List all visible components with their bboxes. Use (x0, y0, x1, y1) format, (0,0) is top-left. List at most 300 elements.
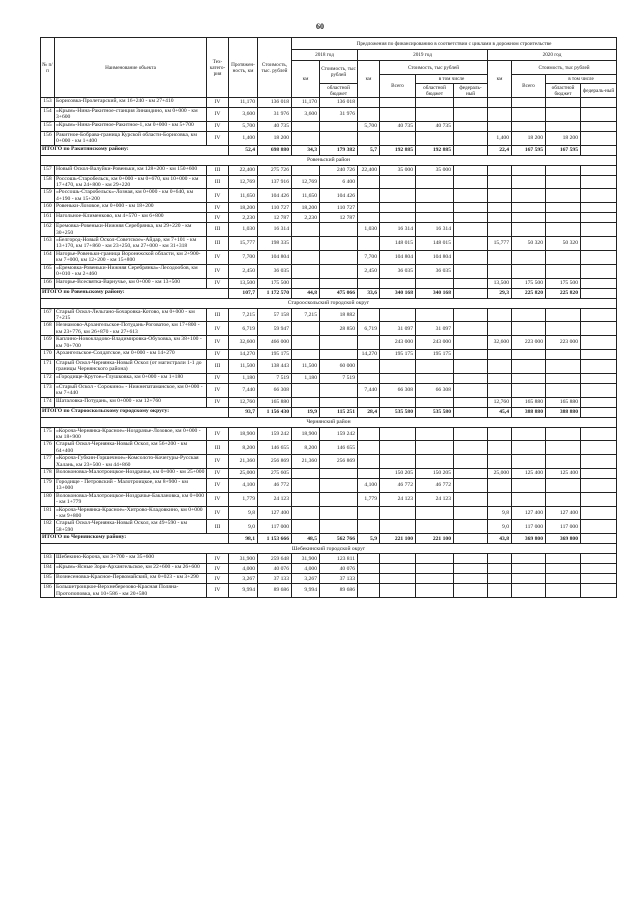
total-row (41, 534, 617, 544)
total-cell-f19 (454, 145, 488, 155)
cell-f19 (454, 492, 488, 506)
cell-t19 (380, 203, 416, 213)
cell-km18 (292, 336, 320, 350)
cell-cost: 104 426 (258, 189, 292, 203)
total-cell-t19: 221 100 (380, 534, 416, 544)
row-number: 165 (41, 264, 55, 278)
cell-len: 7,215 (229, 308, 258, 322)
category-cell: IV (207, 213, 229, 223)
cell-f19 (454, 584, 488, 598)
cell-km20 (488, 175, 512, 189)
cell-c18 (320, 397, 358, 407)
cell-r19 (416, 564, 454, 574)
cell-km18: 9,994 (292, 584, 320, 598)
total-cell-cost: 1 172 570 (258, 288, 292, 298)
cell-cost: 40 076 (258, 564, 292, 574)
cell-len: 12,769 (229, 175, 258, 189)
cell-len: 31,900 (229, 554, 258, 564)
cell-len: 9,0 (229, 520, 258, 534)
cell-t19 (380, 574, 416, 584)
table-row (41, 175, 617, 189)
cell-cost: 256 869 (258, 455, 292, 469)
total-cell-len: 107,7 (229, 288, 258, 298)
cell-r19 (416, 213, 454, 223)
header-federal-2020: федераль-ный (581, 84, 617, 98)
cell-r20 (546, 308, 581, 322)
cell-km19 (358, 308, 380, 322)
cell-km18 (292, 506, 320, 520)
cell-r19: 46 772 (416, 479, 454, 493)
table-row (41, 322, 617, 336)
category-cell: IV (207, 108, 229, 122)
table-row (41, 479, 617, 493)
cell-km20 (488, 308, 512, 322)
cell-t20 (512, 213, 546, 223)
cell-km19 (358, 554, 380, 564)
cell-t20 (512, 322, 546, 336)
cell-cost: 104 804 (258, 250, 292, 264)
category-cell: IV (207, 278, 229, 288)
table-row (41, 554, 617, 564)
table-row (41, 349, 617, 359)
table-row (41, 455, 617, 469)
cell-len: 14,270 (229, 349, 258, 359)
category-cell: IV (207, 574, 229, 584)
cell-len: 1,400 (229, 131, 258, 145)
cell-cost: 16 314 (258, 223, 292, 237)
total-cell-len: 52,4 (229, 145, 258, 155)
cell-km19: 7,700 (358, 250, 380, 264)
row-number: 167 (41, 308, 55, 322)
cell-km18: 11,650 (292, 189, 320, 203)
section-title: Ровеньский район (41, 155, 617, 165)
object-name: «Старый Оскол - Сорокино» - Нижнепатаманское, км 0+000 - км 7+440 (55, 383, 207, 397)
cell-r19 (416, 98, 454, 108)
table-row (41, 441, 617, 455)
category-cell: IV (207, 98, 229, 108)
cell-t20 (512, 492, 546, 506)
cell-cost: 175 500 (258, 278, 292, 288)
total-cell-km18: 34,3 (292, 145, 320, 155)
category-cell: IV (207, 564, 229, 574)
table-row (41, 250, 617, 264)
header-km-2019: км (358, 61, 380, 98)
object-name: Вознесеновка-Красное-Первомайский, км 0+023 - км 3+290 (55, 574, 207, 584)
cell-t20: 127 400 (512, 506, 546, 520)
header-category: Тех-катего-рия (207, 38, 229, 98)
row-number: 161 (41, 213, 55, 223)
cell-f19 (454, 322, 488, 336)
cell-km18 (292, 121, 320, 131)
cell-t19 (380, 584, 416, 598)
cell-f20 (581, 322, 617, 336)
cell-f19 (454, 397, 488, 407)
cell-c18: 146 655 (320, 441, 358, 455)
cell-c18 (320, 336, 358, 350)
cell-t19 (380, 455, 416, 469)
cell-cost: 198 335 (258, 237, 292, 251)
cell-t20 (512, 250, 546, 264)
cell-len: 18,900 (229, 427, 258, 441)
cell-km19 (358, 175, 380, 189)
cell-t19 (380, 554, 416, 564)
cell-km20 (488, 479, 512, 493)
row-number: 156 (41, 131, 55, 145)
cell-cost: 7 519 (258, 373, 292, 383)
header-km-2020: км (488, 61, 512, 98)
total-cell-r19: 535 580 (416, 407, 454, 417)
category-cell: III (207, 223, 229, 237)
cell-km19: 2,450 (358, 264, 380, 278)
header-including-2019: в том числе (416, 75, 488, 84)
cell-km20 (488, 373, 512, 383)
cell-cost: 117 000 (258, 520, 292, 534)
cell-f20 (581, 131, 617, 145)
cell-km18: 3,267 (292, 574, 320, 584)
row-number: 179 (41, 479, 55, 493)
cell-f19 (454, 574, 488, 584)
table-row (41, 278, 617, 288)
category-cell: III (207, 441, 229, 455)
cell-f20 (581, 349, 617, 359)
cell-km19 (358, 469, 380, 479)
cell-km18: 31,900 (292, 554, 320, 564)
cell-r20 (546, 383, 581, 397)
cell-t19 (380, 373, 416, 383)
category-cell: III (207, 175, 229, 189)
cell-f19 (454, 250, 488, 264)
row-number: 186 (41, 584, 55, 598)
cell-km18 (292, 223, 320, 237)
cell-c18: 89 686 (320, 584, 358, 598)
cell-len: 22,400 (229, 165, 258, 175)
cell-f20 (581, 108, 617, 122)
header-funding: Предложения по финансированию в соответствии с циклами в дорожном строительстве (292, 38, 617, 50)
header-regional-2019: областной бюджет (416, 84, 454, 98)
cell-cost: 259 648 (258, 554, 292, 564)
row-number: 184 (41, 564, 55, 574)
total-label: ИТОГО по Ровеньскому району: (41, 288, 229, 298)
cell-c18: 6 400 (320, 175, 358, 189)
object-name: «Крым»-Нина-Ракитное-станция Зинаидино, км 0+000 - км 3+600 (55, 108, 207, 122)
cell-t19 (380, 175, 416, 189)
table-row (41, 359, 617, 373)
cell-r19 (416, 520, 454, 534)
cell-t19 (380, 564, 416, 574)
cell-f19 (454, 203, 488, 213)
cell-cost: 12 787 (258, 213, 292, 223)
table-row (41, 336, 617, 350)
total-cell-km19: 5,9 (358, 534, 380, 544)
cell-r19 (416, 189, 454, 203)
cell-km20 (488, 584, 512, 598)
object-name: Волоконовка-Малотроицкое-Ноздрачье, км 0+000 - км 25+000 (55, 469, 207, 479)
total-cell-f19 (454, 534, 488, 544)
row-number: 169 (41, 336, 55, 350)
category-cell: IV (207, 427, 229, 441)
cell-t20 (512, 223, 546, 237)
cell-t20 (512, 383, 546, 397)
cell-f19 (454, 441, 488, 455)
total-cell-t20: 388 880 (512, 407, 546, 417)
header-regional-2018: областной бюджет (320, 84, 358, 98)
object-name: Борисовка-Пролетарский, км 16+240 - км 27+410 (55, 98, 207, 108)
total-cell-km19: 5,7 (358, 145, 380, 155)
cell-t20 (512, 554, 546, 564)
cell-len: 1,779 (229, 492, 258, 506)
cell-cost: 31 976 (258, 108, 292, 122)
cell-cost: 57 158 (258, 308, 292, 322)
cell-cost: 275 726 (258, 165, 292, 175)
cell-f20 (581, 506, 617, 520)
section-title: Старооскольский городской округ (41, 298, 617, 308)
total-cell-km19: 33,6 (358, 288, 380, 298)
category-cell: III (207, 520, 229, 534)
category-cell: IV (207, 131, 229, 145)
cell-r20 (546, 165, 581, 175)
funding-table (40, 37, 617, 598)
cell-r19: 66 308 (416, 383, 454, 397)
category-cell: IV (207, 264, 229, 278)
header-total-2020: Всего (512, 75, 546, 98)
cell-f19 (454, 189, 488, 203)
object-name: Архангельское-Солдатское, км 0+000 - км 14+270 (55, 349, 207, 359)
header-cost-2020: Стоимость, тыс рублей (512, 61, 617, 75)
cell-km18 (292, 237, 320, 251)
cell-cost: 165 880 (258, 397, 292, 407)
cell-km20: 1,400 (488, 131, 512, 145)
cell-t19 (380, 308, 416, 322)
row-number: 173 (41, 383, 55, 397)
header-regional-2020: областной бюджет (546, 84, 581, 98)
total-cell-cost: 698 880 (258, 145, 292, 155)
cell-r19 (416, 455, 454, 469)
total-cell-len: 98,1 (229, 534, 258, 544)
cell-len: 7,440 (229, 383, 258, 397)
cell-len: 4,000 (229, 564, 258, 574)
category-cell: III (207, 165, 229, 175)
total-cell-c18: 475 066 (320, 288, 358, 298)
table-row (41, 574, 617, 584)
cell-c18 (320, 237, 358, 251)
cell-km18 (292, 165, 320, 175)
object-name: Волоконовка-Малотроицкое-Ноздрачье-Баклановка, км 0+000 - км 1+779 (55, 492, 207, 506)
cell-r19: 148 015 (416, 237, 454, 251)
category-cell: IV (207, 121, 229, 131)
table-row (41, 121, 617, 131)
category-cell: III (207, 359, 229, 373)
row-number: 153 (41, 98, 55, 108)
cell-f20 (581, 574, 617, 584)
cell-r19 (416, 441, 454, 455)
cell-km18 (292, 397, 320, 407)
cell-km19: 1,030 (358, 223, 380, 237)
cell-r19 (416, 427, 454, 441)
row-number: 171 (41, 359, 55, 373)
cell-t19: 46 772 (380, 479, 416, 493)
object-name: «Городище-Крутое»-Глушковка, км 0+000 - км 1+180 (55, 373, 207, 383)
cell-t20 (512, 584, 546, 598)
cell-r20 (546, 427, 581, 441)
cell-km20: 25,000 (488, 469, 512, 479)
cell-km20 (488, 427, 512, 441)
cell-km19 (358, 131, 380, 145)
cell-r20 (546, 121, 581, 131)
cell-c18 (320, 492, 358, 506)
row-number: 170 (41, 349, 55, 359)
cell-r19: 104 804 (416, 250, 454, 264)
cell-r20: 165 880 (546, 397, 581, 407)
cell-f20 (581, 237, 617, 251)
cell-t19: 243 000 (380, 336, 416, 350)
cell-t19: 40 735 (380, 121, 416, 131)
row-number: 178 (41, 469, 55, 479)
cell-r20 (546, 203, 581, 213)
cell-km18 (292, 131, 320, 145)
total-cell-cost: 1 156 430 (258, 407, 292, 417)
cell-km18: 21,360 (292, 455, 320, 469)
total-cell-r20: 225 820 (546, 288, 581, 298)
table-row (41, 584, 617, 598)
table-row (41, 98, 617, 108)
object-name: Старый Оскол-Чернянка-Новый Оскол (от магистрали 1-1 до границы Чернянского района) (55, 359, 207, 373)
cell-c18 (320, 349, 358, 359)
cell-f20 (581, 189, 617, 203)
cell-r20 (546, 213, 581, 223)
cell-f20 (581, 175, 617, 189)
cell-r20 (546, 564, 581, 574)
table-row (41, 189, 617, 203)
row-number: 181 (41, 506, 55, 520)
object-name: «Крым»-Ясные Зори-Архангельское, км 22+600 - км 26+600 (55, 564, 207, 574)
cell-km20 (488, 203, 512, 213)
cell-t19 (380, 98, 416, 108)
cell-f20 (581, 250, 617, 264)
cell-f20 (581, 278, 617, 288)
header-year-2019: 2019 год (358, 50, 488, 61)
cell-t20 (512, 455, 546, 469)
cell-c18: 240 726 (320, 165, 358, 175)
cell-len: 11,170 (229, 98, 258, 108)
table-row (41, 492, 617, 506)
row-number: 166 (41, 278, 55, 288)
object-name: «Короча-Губкин-Горшечное»-Комсолото-Кочегуры-Русская Халань, км 23+500 - км 44+860 (55, 455, 207, 469)
cell-len: 25,000 (229, 469, 258, 479)
category-cell: IV (207, 336, 229, 350)
cell-km20: 13,500 (488, 278, 512, 288)
cell-f19 (454, 349, 488, 359)
cell-t20 (512, 121, 546, 131)
object-name: Новый Оскол-Валуйки-Ровеньки, км 128+200 - км 150+600 (55, 165, 207, 175)
cell-km19: 6,719 (358, 322, 380, 336)
cell-cost: 195 175 (258, 349, 292, 359)
row-number: 176 (41, 441, 55, 455)
cell-len: 5,700 (229, 121, 258, 131)
cell-f19 (454, 131, 488, 145)
cell-km19: 14,270 (358, 349, 380, 359)
total-cell-km20: 29,3 (488, 288, 512, 298)
cell-t19 (380, 131, 416, 145)
cell-r19 (416, 373, 454, 383)
cell-km19 (358, 359, 380, 373)
total-cell-km18: 44,8 (292, 288, 320, 298)
cell-f20 (581, 520, 617, 534)
cell-km19 (358, 373, 380, 383)
cell-t20 (512, 373, 546, 383)
cell-f20 (581, 479, 617, 493)
cell-km19: 4,100 (358, 479, 380, 493)
cell-km20 (488, 574, 512, 584)
total-cell-km20: 22,4 (488, 145, 512, 155)
cell-len: 12,760 (229, 397, 258, 407)
cell-r20: 127 400 (546, 506, 581, 520)
category-cell: IV (207, 250, 229, 264)
cell-len: 8,200 (229, 441, 258, 455)
cell-t19: 195 175 (380, 349, 416, 359)
object-name: Ровеньки-Лозовое, км 0+000 - км 18+200 (55, 203, 207, 213)
header-federal-2019: федераль-ный (454, 84, 488, 98)
cell-km20: 12,760 (488, 397, 512, 407)
cell-km18 (292, 383, 320, 397)
cell-r20 (546, 250, 581, 264)
category-cell: III (207, 237, 229, 251)
cell-km19 (358, 203, 380, 213)
cell-c18: 40 076 (320, 564, 358, 574)
row-number: 177 (41, 455, 55, 469)
cell-c18: 136 018 (320, 98, 358, 108)
row-number: 157 (41, 165, 55, 175)
total-label: ИТОГО по Ракитянскому району: (41, 145, 229, 155)
cell-r20 (546, 223, 581, 237)
row-number: 154 (41, 108, 55, 122)
cell-len: 2,450 (229, 264, 258, 278)
cell-f20 (581, 397, 617, 407)
category-cell: IV (207, 203, 229, 213)
total-cell-r20: 369 800 (546, 534, 581, 544)
cell-km18: 2,230 (292, 213, 320, 223)
cell-r19 (416, 203, 454, 213)
total-cell-f19 (454, 288, 488, 298)
cell-cost: 127 400 (258, 506, 292, 520)
cell-r20 (546, 98, 581, 108)
cell-km18 (292, 469, 320, 479)
cell-f20 (581, 373, 617, 383)
cell-c18: 31 976 (320, 108, 358, 122)
cell-km19: 5,700 (358, 121, 380, 131)
cell-km18: 11,500 (292, 359, 320, 373)
cell-r19 (416, 175, 454, 189)
total-cell-r19: 192 885 (416, 145, 454, 155)
table-row (41, 213, 617, 223)
cell-r20 (546, 554, 581, 564)
cell-f20 (581, 203, 617, 213)
cell-t20 (512, 264, 546, 278)
cell-km20: 9,8 (488, 506, 512, 520)
cell-km19 (358, 336, 380, 350)
object-name: «Крым»-Нина-Ракитное-Ракитное-1, км 0+000 - км 5+700 (55, 121, 207, 131)
cell-cost: 59 947 (258, 322, 292, 336)
cell-cost: 159 242 (258, 427, 292, 441)
object-name: Шаталовка-Потудань, км 0+000 - км 12+760 (55, 397, 207, 407)
cell-f19 (454, 564, 488, 574)
table-row (41, 165, 617, 175)
cell-r19: 243 000 (416, 336, 454, 350)
cell-len: 4,100 (229, 479, 258, 493)
table-row (41, 520, 617, 534)
cell-f20 (581, 554, 617, 564)
cell-t19: 36 035 (380, 264, 416, 278)
cell-km19: 1,779 (358, 492, 380, 506)
